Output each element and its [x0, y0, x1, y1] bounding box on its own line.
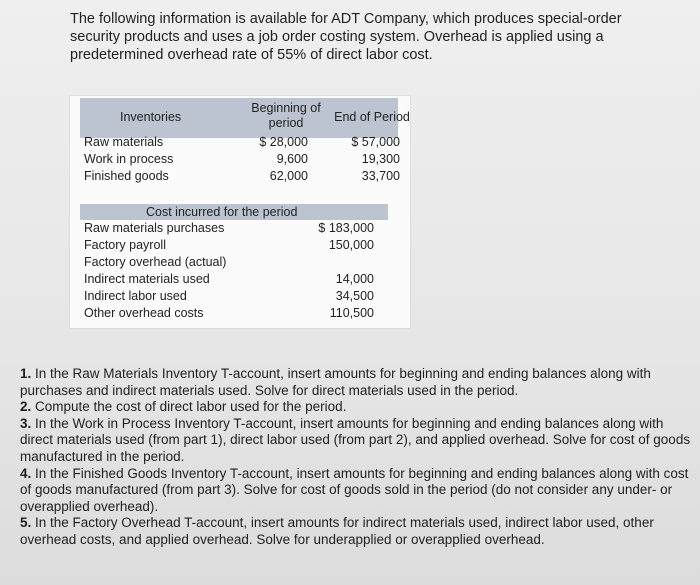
- question-number: 3.: [20, 415, 32, 431]
- question-text: Compute the cost of direct labor used for the period.: [31, 399, 347, 415]
- inventory-row-beginning: 62,000: [269, 169, 308, 183]
- cost-row-label: Other overhead costs: [84, 306, 204, 320]
- question-item: [20, 466, 700, 516]
- cost-row-value: 14,000: [335, 272, 374, 286]
- question-text: In the Finished Goods Inventory T-account, insert amounts for beginning and ending balances along with cost of goods manufactured (from part 3). Solve for cost of goods sold in the period (do not consider any under- or overapplied overhead).: [20, 465, 689, 514]
- inventory-row-label: Finished goods: [84, 169, 169, 183]
- inventory-row-beginning: $ 28,000: [259, 135, 308, 149]
- question-number: 2.: [20, 399, 32, 415]
- question-number: 4.: [20, 465, 32, 481]
- inventory-table-header: [80, 98, 410, 138]
- inventory-row-beginning: 9,600: [276, 152, 308, 166]
- intro-paragraph: The following information is available for ADT Company, which produces special-order security products and uses a job order costing system. Overhead is applied using a predetermined overhead rate of 55% of direct labor cost.: [70, 11, 622, 63]
- question-item: [20, 366, 700, 399]
- cost-row-label: Raw materials purchases: [84, 221, 225, 235]
- inventory-row-end: $ 57,000: [351, 135, 400, 149]
- cost-row-label: Factory payroll: [84, 238, 166, 252]
- inventory-row-end: 19,300: [361, 152, 400, 166]
- question-text: In the Factory Overhead T-account, insert amounts for indirect materials used, indirect labor used, other overhead costs, and applied overhead. Solve for underapplied or overapplied overhead.: [20, 515, 654, 547]
- inventories-header: Inventories: [120, 110, 182, 124]
- inventory-row-label: Raw materials: [84, 135, 164, 149]
- question-number: 5.: [20, 515, 32, 531]
- questions-list: [20, 366, 700, 549]
- cost-row-label: Indirect labor used: [84, 289, 187, 303]
- end-of-period-header: End of Period: [334, 110, 410, 124]
- question-item: [20, 416, 700, 466]
- question-item: [20, 399, 700, 416]
- question-text: In the Work in Process Inventory T-account, insert amounts for beginning and ending balances along with direct materials used (from part 1), direct labor used (from part 2), and applied overhead. Solve for cost of goods manufactured in the period.: [20, 415, 691, 464]
- question-item: [20, 515, 700, 548]
- data-table: [70, 96, 410, 328]
- cost-row-value: $ 183,000: [318, 221, 374, 235]
- inventory-row-end: 33,700: [361, 169, 400, 183]
- question-text: In the Raw Materials Inventory T-account, insert amounts for beginning and ending balances along with purchases and indirect materials used. Solve for direct materials used in the period.: [20, 366, 651, 398]
- cost-table-header: [80, 204, 388, 220]
- cost-row-value: 34,500: [335, 289, 374, 303]
- cost-row-label: Factory overhead (actual): [84, 255, 227, 269]
- cost-row-value: 110,500: [329, 306, 374, 320]
- cost-row-label: Indirect materials used: [84, 272, 210, 286]
- cost-header-label: Cost incurred for the period: [146, 205, 298, 219]
- cost-row-value: 150,000: [328, 238, 374, 252]
- question-number: 1.: [20, 366, 32, 381]
- beginning-of-period-header: Beginning of period: [251, 101, 321, 130]
- inventory-row-label: Work in process: [84, 152, 174, 166]
